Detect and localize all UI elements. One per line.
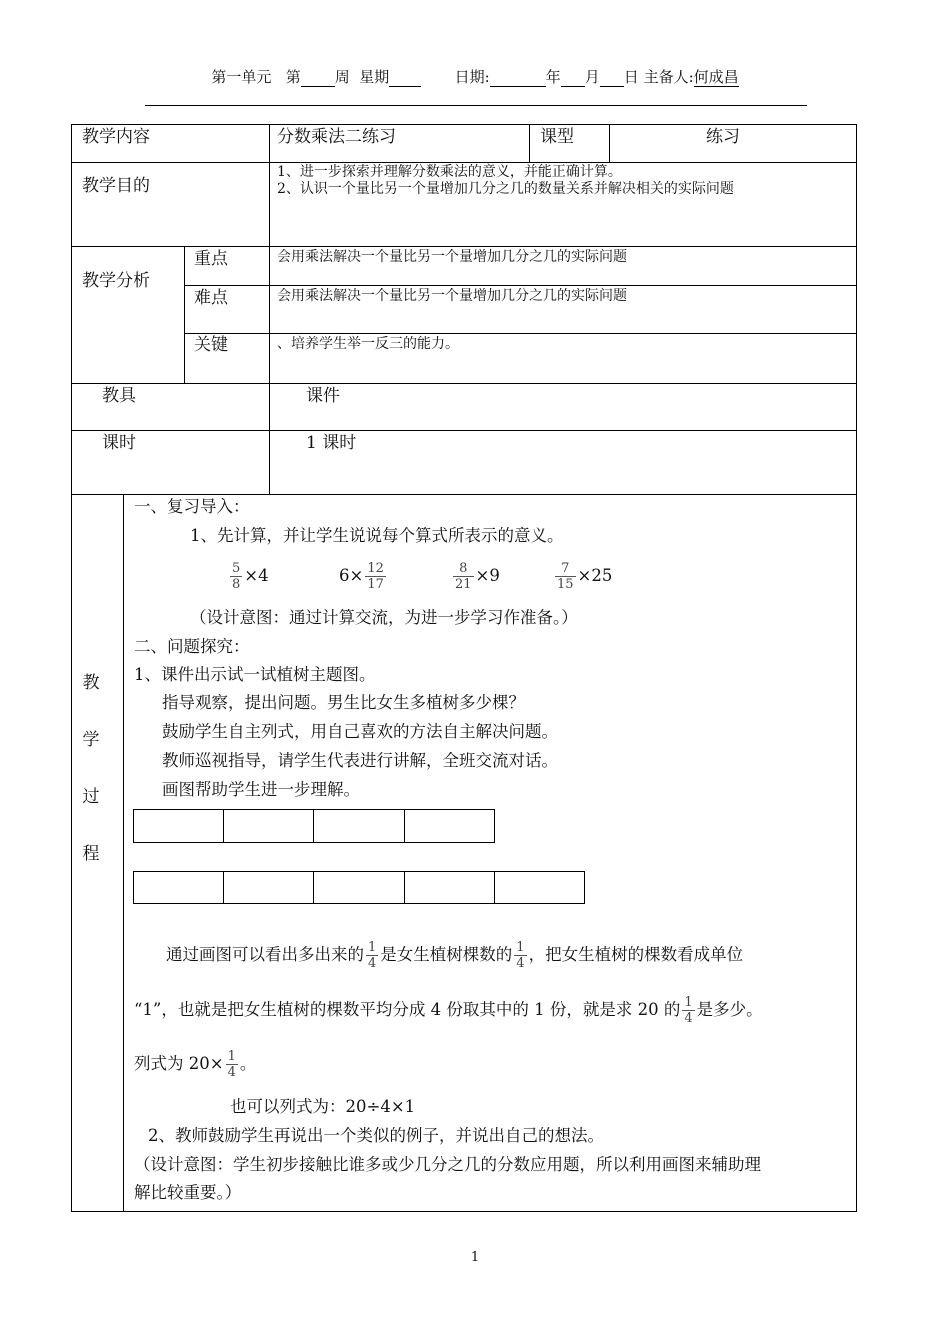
weekday-label: 星期	[359, 68, 390, 86]
content-value: 分数乘法二练习	[277, 127, 396, 147]
girls-bar-segment	[313, 809, 405, 843]
preparer-name: 何成昌	[693, 68, 739, 86]
section-2-item-1: 1、课件出示试一试植树主题图。	[134, 665, 376, 684]
guide-line-2: 鼓励学生自主列式，用自己喜欢的方法自主解决问题。	[162, 722, 558, 741]
alternative-formula: 也可以列式为：20÷4×1	[230, 1097, 416, 1116]
content-label: 教学内容	[82, 127, 150, 147]
goal-label: 教学目的	[82, 176, 150, 196]
day-label: 日	[623, 68, 639, 86]
key-label: 重点	[194, 249, 228, 269]
week-blank	[301, 70, 335, 87]
boys-bar-segment	[313, 871, 405, 904]
year-label: 年	[545, 68, 561, 86]
week-suffix: 周	[334, 68, 350, 86]
preparer-label: 主备人:	[643, 68, 694, 86]
process-char-1: 教	[82, 673, 100, 693]
hours-label: 课时	[102, 433, 136, 453]
year-blank	[490, 70, 546, 87]
crux-value: 、培养学生举一反三的能力。	[277, 336, 459, 352]
date-label: 日期:	[454, 68, 490, 86]
tools-value: 课件	[306, 386, 340, 406]
girls-bar-segment	[133, 809, 224, 843]
tools-label: 教具	[102, 386, 136, 406]
crux-label: 关键	[194, 335, 228, 355]
boys-bar-segment	[494, 871, 585, 904]
section-1-item: 1、先计算，并让学生说说每个算式所表示的意义。	[190, 526, 564, 545]
weekday-blank	[389, 70, 421, 87]
expression-3: $\frac{8}{21}$ ×9	[455, 561, 500, 592]
process-char-3: 过	[82, 787, 100, 807]
section-2-item-2: 2、教师鼓励学生再说出一个类似的例子，并说出自己的想法。	[148, 1126, 604, 1145]
section-2-title: 二、问题探究：	[134, 637, 250, 656]
goal-item-1: 1、进一步探索并理解分数乘法的意义，并能正确计算。	[277, 164, 622, 180]
goal-item-2: 2、认识一个量比另一个量增加几分之几的数量关系并解决相关的实际问题	[277, 181, 734, 197]
formula-line: 列式为 20× $\frac{1}{4}$ 。	[134, 1049, 257, 1080]
page-number: 1	[470, 1250, 480, 1265]
day-blank	[600, 70, 624, 87]
boys-bar-segment	[404, 871, 495, 904]
unit-label: 第一单元	[211, 68, 272, 86]
hours-value: 1 课时	[306, 433, 357, 453]
month-blank	[561, 70, 585, 87]
expression-2: 6× $\frac{12}{17}$	[339, 561, 384, 592]
explanation-line-2: “1”，也就是把女生植树的棵数平均分成 4 份取其中的 1 份，就是求 20 的 $\frac{1}{4}$ 是多少。	[134, 995, 763, 1026]
type-label: 课型	[540, 127, 574, 147]
guide-line-4: 画图帮助学生进一步理解。	[162, 780, 360, 799]
page-header	[0, 66, 950, 87]
section-2-intent-line-2: 解比较重要。）	[134, 1183, 242, 1202]
boys-bar-segment	[133, 871, 224, 904]
key-value: 会用乘法解决一个量比另一个量增加几分之几的实际问题	[277, 249, 627, 265]
month-label: 月	[584, 68, 600, 86]
guide-line-3: 教师巡视指导，请学生代表进行讲解，全班交流对话。	[162, 751, 558, 770]
section-1-intent: （设计意图：通过计算交流，为进一步学习作准备。）	[190, 608, 578, 627]
boys-bar-segment	[223, 871, 314, 904]
week-prefix: 第	[285, 68, 301, 86]
section-2-intent-line-1: （设计意图：学生初步接触比谁多或少几分之几的分数应用题，所以利用画图来辅助理	[134, 1155, 761, 1174]
type-value: 练习	[706, 127, 740, 147]
header-rule	[145, 105, 807, 106]
difficulty-label: 难点	[194, 288, 228, 308]
expression-1: $\frac{5}{8}$ ×4	[232, 561, 269, 592]
analysis-label: 教学分析	[82, 271, 150, 291]
process-char-2: 学	[82, 730, 100, 750]
difficulty-value: 会用乘法解决一个量比另一个量增加几分之几的实际问题	[277, 288, 627, 304]
explanation-line-1: 通过画图可以看出多出来的 $\frac{1}{4}$ 是女生植树棵数的 $\frac{1}{4}$ ，把女生植树的棵数看成单位	[166, 940, 744, 971]
guide-line-1: 指导观察，提出问题。男生比女生多植树多少棵？	[162, 693, 525, 712]
girls-bar-segment	[223, 809, 314, 843]
process-char-4: 程	[82, 844, 100, 864]
girls-bar-segment	[404, 809, 495, 843]
section-1-title: 一、复习导入：	[134, 497, 250, 516]
expression-4: $\frac{7}{15}$ ×25	[557, 561, 613, 592]
